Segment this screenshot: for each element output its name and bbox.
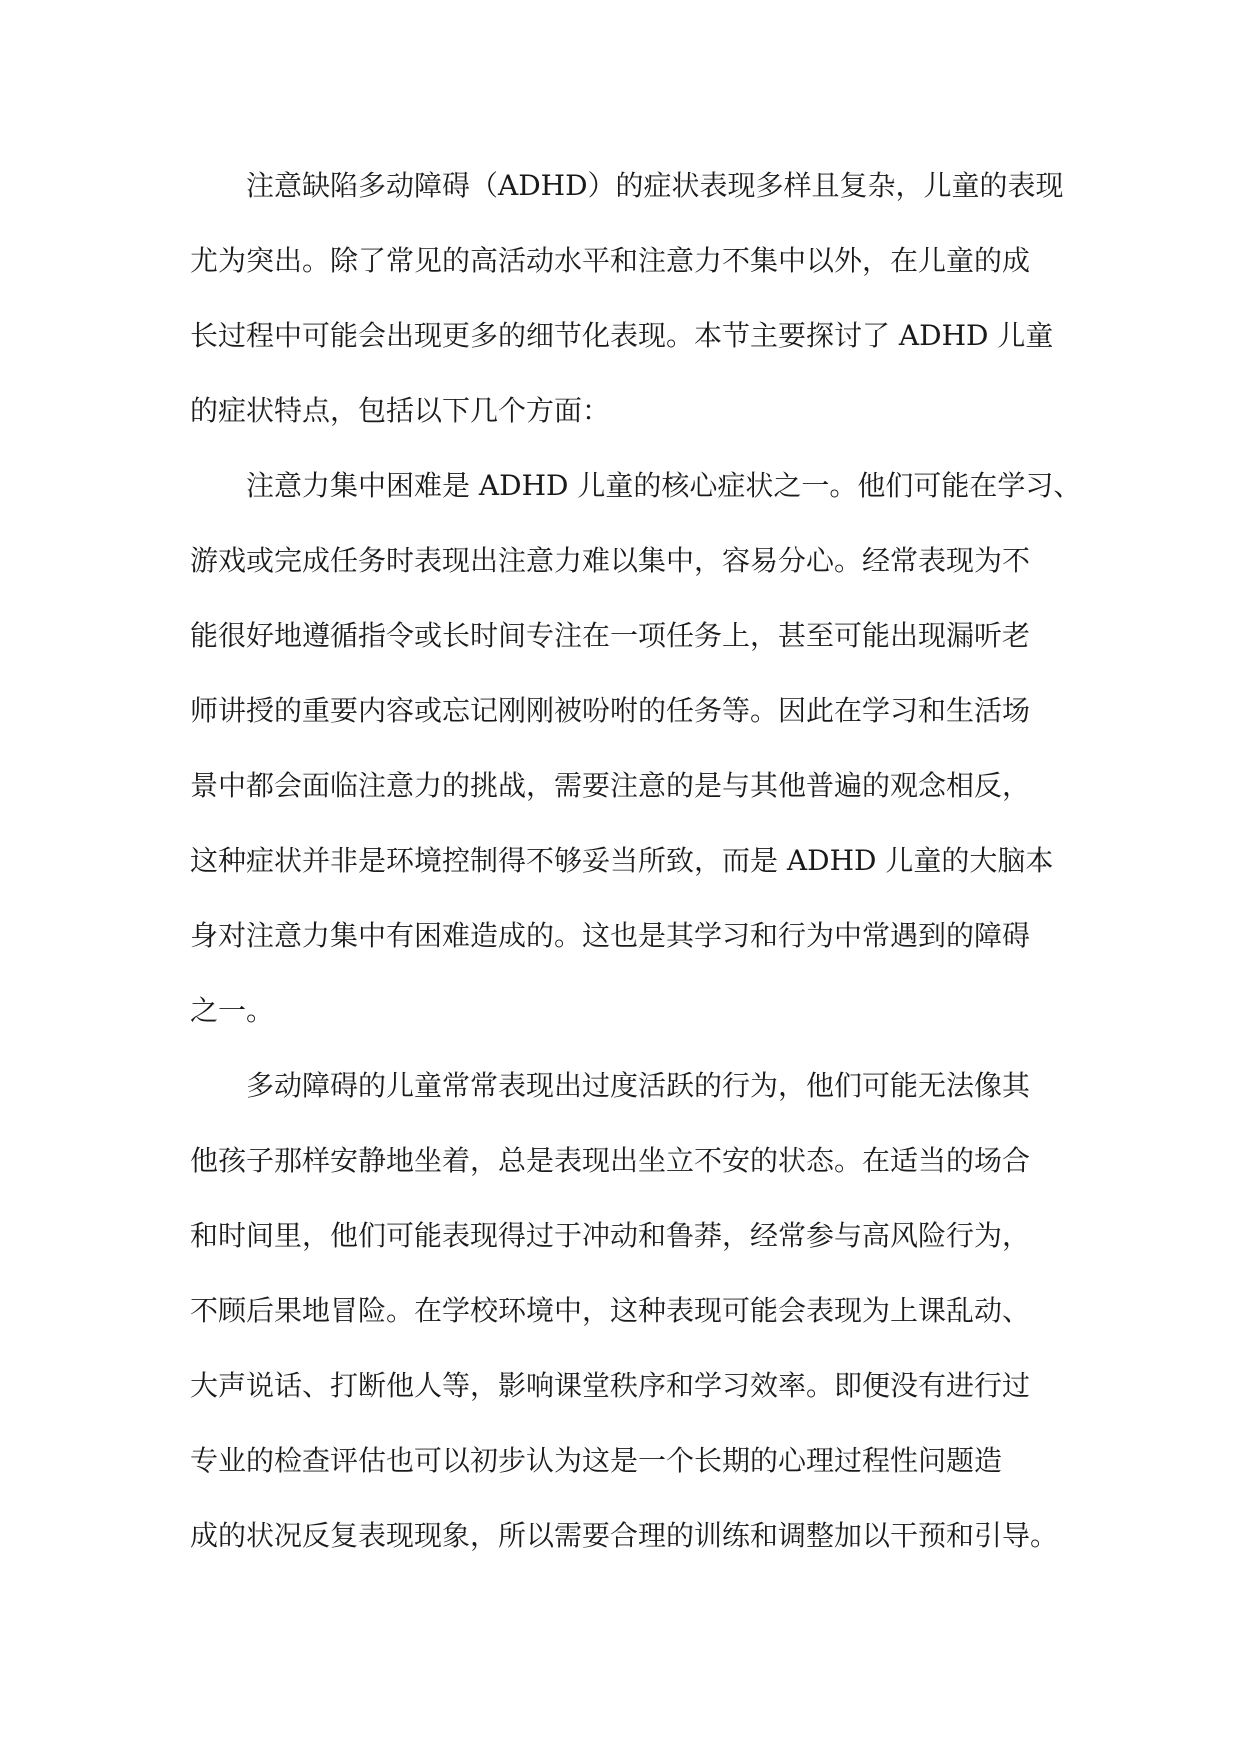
- text-line: 长过程中可能会出现更多的细节化表现。本节主要探讨了 ADHD 儿童: [190, 319, 1054, 352]
- paragraph-hyperactivity: [190, 1048, 1058, 1573]
- paragraph-attention-difficulty: [190, 448, 1082, 1048]
- text-line: 他孩子那样安静地坐着，总是表现出坐立不安的状态。在适当的场合: [190, 1144, 1031, 1177]
- text-line: 身对注意力集中有困难造成的。这也是其学习和行为中常遇到的障碍: [190, 919, 1031, 952]
- text-line: 景中都会面临注意力的挑战，需要注意的是与其他普遍的观念相反，: [190, 769, 1031, 802]
- text-line: 注意缺陷多动障碍（ADHD）的症状表现多样且复杂，儿童的表现: [246, 169, 1064, 202]
- text-line: 尤为突出。除了常见的高活动水平和注意力不集中以外，在儿童的成: [190, 244, 1031, 277]
- text-line: 专业的检查评估也可以初步认为这是一个长期的心理过程性问题造: [190, 1444, 1003, 1477]
- text-line: 之一。: [190, 994, 275, 1027]
- text-line: 和时间里，他们可能表现得过于冲动和鲁莽，经常参与高风险行为，: [190, 1219, 1031, 1252]
- text-line: 成的状况反复表现现象，所以需要合理的训练和调整加以干预和引导。: [190, 1519, 1059, 1552]
- body-text: [190, 148, 1082, 1573]
- text-line: 大声说话、打断他人等，影响课堂秩序和学习效率。即便没有进行过: [190, 1369, 1031, 1402]
- text-line: 这种症状并非是环境控制得不够妥当所致，而是 ADHD 儿童的大脑本: [190, 844, 1054, 877]
- text-line: 注意力集中困难是 ADHD 儿童的核心症状之一。他们可能在学习、: [246, 469, 1082, 502]
- text-line: 游戏或完成任务时表现出注意力难以集中，容易分心。经常表现为不: [190, 544, 1031, 577]
- text-line: 的症状特点，包括以下几个方面：: [190, 394, 611, 427]
- text-line: 不顾后果地冒险。在学校环境中，这种表现可能会表现为上课乱动、: [190, 1294, 1031, 1327]
- text-line: 多动障碍的儿童常常表现出过度活跃的行为，他们可能无法像其: [246, 1069, 1031, 1102]
- text-line: 师讲授的重要内容或忘记刚刚被吩咐的任务等。因此在学习和生活场: [190, 694, 1031, 727]
- text-line: 能很好地遵循指令或长时间专注在一项任务上，甚至可能出现漏听老: [190, 619, 1031, 652]
- paragraph-adhd-intro: [190, 148, 1064, 448]
